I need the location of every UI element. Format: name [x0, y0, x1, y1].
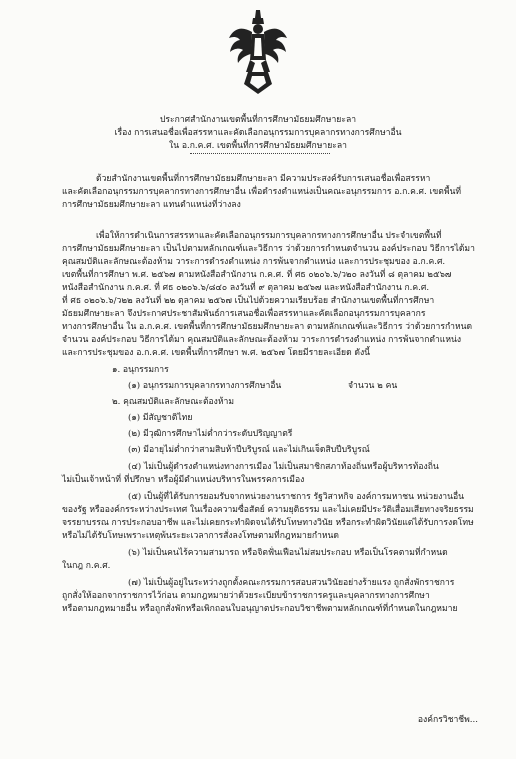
member-count: จำนวน ๒ คน	[348, 381, 398, 391]
section-item-cont: หรือไม่ได้รับโทษเพราะเหตุพ้นระยะเวลาการสั่งลงโทษตามที่กฎหมายกำหนด	[62, 531, 340, 541]
body-line: และการประชุมของ อ.ก.ค.ศ. เขตพื้นที่การศึกษา พ.ศ. ๒๕๖๗ โดยมีรายละเอียด ดังนี้	[62, 348, 371, 358]
section-item-cont: ถูกสั่งให้ออกจากราชการไว้ก่อน ตามกฎหมายว่าด้วยระเบียบข้าราชการครูและบุคลากรทางการศึกษา	[62, 591, 430, 601]
section-item: (๕) เป็นผู้ที่ได้รับการยอมรับจากหน่วยงานราชการ รัฐวิสาหกิจ องค์การมหาชน หน่วยงานอื่น	[128, 492, 465, 502]
section-item: (๗) ไม่เป็นผู้อยู่ในระหว่างถูกตั้งคณะกรรมการสอบสวนวินัยอย่างร้ายแรง ถูกสั่งพักราชการ	[128, 578, 455, 588]
section-item: (๑) อนุกรรมการบุคลากรทางการศึกษาอื่น	[128, 381, 282, 391]
body-line: คุณสมบัติและลักษณะต้องห้าม วาระการดำรงตำแหน่ง การพ้นจากตำแหน่ง และการประชุมของ อ.ก.ค.ศ.	[62, 257, 446, 267]
section-heading: ๑. อนุกรรมการ	[112, 365, 169, 375]
section-item-cont: หรือตามกฎหมายอื่น หรือถูกสั่งพักหรือเพิกถอนใบอนุญาตประกอบวิชาชีพตามหลักเกณฑ์ที่กำหนดในกฎหมาย	[62, 604, 458, 614]
announcement-title: ประกาศสำนักงานเขตพื้นที่การศึกษามัธยมศึกษายะลา	[159, 115, 357, 125]
section-item-cont: ของรัฐ หรือองค์กรระหว่างประเทศ ในเรื่องความซื่อสัตย์ ความยุติธรรม และไม่เคยมีประวัติเสื่อมเสียทางจริยธรรม	[62, 505, 474, 515]
announcement-scope: ใน อ.ก.ค.ศ. เขตพื้นที่การศึกษามัธยมศึกษายะลา	[169, 141, 347, 151]
body-line: หนังสือสำนักงาน ก.ค.ศ. ที่ ศธ ๐๒๐๖.๖/๘๔๐ ลงวันที่ ๙ ตุลาคม ๒๕๖๗ และหนังสือสำนักงาน ก.ค.ศ.	[62, 283, 430, 293]
section-item: (๓) มีอายุไม่ต่ำกว่าสามสิบห้าปีบริบูรณ์ และไม่เกินเจ็ดสิบปีบริบูรณ์	[128, 445, 370, 455]
section-item: (๑) มีสัญชาติไทย	[128, 413, 193, 423]
intro-line: ด้วยสำนักงานเขตพื้นที่การศึกษามัธยมศึกษายะลา มีความประสงค์รับการเสนอชื่อเพื่อสรรหา	[96, 174, 431, 184]
section-item-cont: จรรยาบรรณ การประกอบอาชีพ และไม่เคยกระทำผิดจนได้รับโทษทางวินัย หรือกระทำผิดวินัยแต่ได้รับการงดโทษ	[62, 518, 474, 528]
body-line: เขตพื้นที่การศึกษา พ.ศ. ๒๕๖๗ ตามหนังสือสำนักงาน ก.ค.ศ. ที่ ศธ ๐๒๐๖.๖/ว๒๐ ลงวันที่ ๘ ตุลาคม ๒๕๖๗	[62, 270, 452, 280]
body-line: การศึกษามัธยมศึกษายะลา เป็นไปตามหลักเกณฑ์และวิธีการ ว่าด้วยการกำหนดจำนวน องค์ประกอบ วิธีการได้มา	[62, 244, 475, 254]
section-heading: ๒. คุณสมบัติและลักษณะต้องห้าม	[112, 397, 235, 407]
body-line: ทางการศึกษาอื่น ใน อ.ก.ค.ศ. เขตพื้นที่การศึกษามัธยมศึกษายะลา ตามหลักเกณฑ์และวิธีการ ว่าด้วยการกำหนด	[62, 322, 473, 332]
garuda-emblem	[228, 8, 288, 98]
section-item-cont: ในกฎ ก.ค.ศ.	[62, 561, 111, 571]
section-item: (๒) มีวุฒิการศึกษาไม่ต่ำกว่าระดับปริญญาตรี	[128, 429, 293, 439]
body-line: เพื่อให้การดำเนินการสรรหาและคัดเลือกอนุกรรมการบุคลากรทางการศึกษาอื่น ประจำเขตพื้นที่	[96, 231, 442, 241]
body-line: ที่ ศธ ๐๒๐๖.๖/ว๒๒ ลงวันที่ ๒๒ ตุลาคม ๒๕๖๗ เป็นไปด้วยความเรียบร้อย สำนักงานเขตพื้นที่การศึกษา	[62, 296, 435, 306]
section-item: (๔) ไม่เป็นผู้ดำรงตำแหน่งทางการเมือง ไม่เป็นสมาชิกสภาท้องถิ่นหรือผู้บริหารท้องถิ่น	[128, 462, 439, 472]
intro-line: และคัดเลือกอนุกรรมการบุคลากรทางการศึกษาอื่น เพื่อดำรงตำแหน่งเป็นคณะอนุกรรมการ อ.ก.ค.ศ. เขตพื้นที่	[62, 187, 462, 197]
page-continuation: องค์กรวิชาชีพ...	[417, 715, 478, 725]
title-divider	[190, 153, 330, 154]
section-item-cont: ไม่เป็นเจ้าหน้าที่ ที่ปรึกษา หรือผู้มีตำแหน่งบริหารในพรรคการเมือง	[62, 475, 305, 485]
section-item: (๖) ไม่เป็นคนไร้ความสามารถ หรือจิตฟั่นเฟือนไม่สมประกอบ หรือเป็นโรคตามที่กำหนด	[128, 548, 448, 558]
body-line: จำนวน องค์ประกอบ วิธีการได้มา คุณสมบัติและลักษณะต้องห้าม วาระการดำรงตำแหน่ง การพ้นจากตำแหน่ง	[62, 335, 462, 345]
intro-line: การศึกษามัธยมศึกษายะลา แทนตำแหน่งที่ว่างลง	[62, 200, 241, 210]
announcement-subject: เรื่อง การเสนอชื่อเพื่อสรรหาและคัดเลือกอนุกรรมการบุคลากรทางการศึกษาอื่น	[114, 128, 402, 138]
body-line: มัธยมศึกษายะลา จึงประกาศประชาสัมพันธ์การเสนอชื่อเพื่อสรรหาและคัดเลือกอนุกรรมการบุคลากร	[62, 309, 426, 319]
